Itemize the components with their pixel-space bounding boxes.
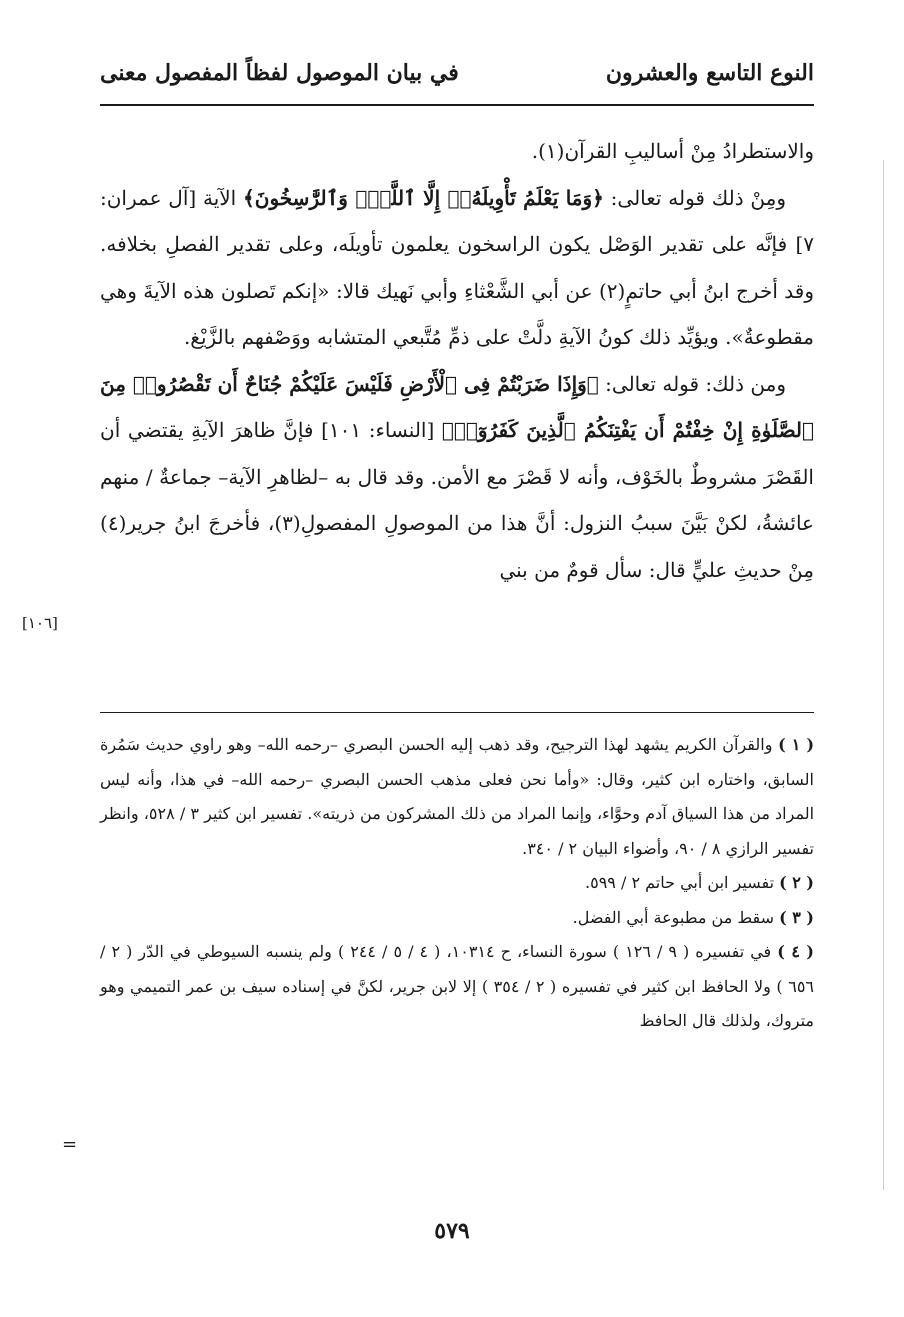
- footnote-1: [100, 728, 814, 866]
- paragraph-2-text: الآية [آل عمران: ٧] فإنَّه على تقدير الوَصْل يكون الراسخون يعلمون تأويلَه، وعلى تقدير الفصلِ بخلافه. وقد أخرج ابنُ أبي حاتمٍ(٢) عن أبي الشَّعْثاءِ وأبي نَهيك قالا: «إنكم تَصلون هذه الآيةَ وهي مقطوعةٌ». ويؤيِّد ذلك كونُ الآيةِ دلَّتْ على ذمِّ مُتَّبعي المتشابه ووَصْفهم بالزَّيْغ.: [100, 185, 815, 349]
- paragraph-3-text: [النساء: ١٠١] فإنَّ ظاهرَ الآيةِ يقتضي أن القَصْرَ مشروطٌ بالخَوْف، وأنه لا قَصْرَ مع الأمن. وقد قال به –لظاهرِ الآية– جماعةٌ / منهم عائشةُ، لكنْ بَيَّنَ سببُ النزول: أنَّ هذا من الموصولِ المفصولِ(٣)، فأخرجَ ابنُ جرير(٤) مِنْ حديثِ عليٍّ قال: سأل قومٌ من بني: [100, 418, 814, 582]
- footnote-4: [100, 935, 814, 1039]
- quran-verse-1: ﴿وَمَا يَعْلَمُ تَأْوِيلَهُۥٓ إِلَّا ٱللَّهُۗ وَٱلرَّٰسِخُونَ﴾: [243, 185, 604, 210]
- running-header: [100, 58, 814, 88]
- footnote-continuation-mark: =: [62, 1134, 78, 1155]
- footnotes: [100, 728, 814, 1039]
- header-rule: [100, 104, 814, 106]
- section-title: في بيان الموصول لفظاً المفصول معنى: [100, 60, 459, 86]
- paragraph-1: والاستطرادُ مِنْ أساليبِ القرآن(١).: [531, 139, 814, 163]
- footnote-text: في تفسيره ( ٩ / ١٢٦ ) سورة النساء، ح ١٠٣١٤، ( ٤ / ٥ / ٢٤٤ ) ولم ينسبه السيوطي في الدّر ( ٢ / ٦٥٦ ) ولا الحافظ ابن كثير في تفسيره ( ٢ / ٣٥٤ ) إلا لابن جرير، لكنَّ في إسناده سيف بن عمر التميمي وهو متروك، ولذلك قال الحافظ: [100, 942, 814, 1030]
- scan-edge-line: [883, 160, 884, 1190]
- footnote-2: [100, 866, 814, 901]
- footnote-3: [100, 901, 814, 936]
- main-text: [100, 128, 814, 593]
- footnote-text: سقط من مطبوعة أبي الفضل.: [572, 907, 780, 927]
- chapter-title: النوع التاسع والعشرون: [605, 60, 814, 86]
- footnote-rule: [100, 712, 814, 713]
- quran-verse-2: ﴿وَإِذَا ضَرَبْتُمْ فِى ٱلْأَرْضِ فَلَيْسَ عَلَيْكُمْ جُنَاحٌ أَن تَقْصُرُوا۟ مِنَ ٱلصَّلَوٰةِ إِنْ خِفْتُمْ أَن يَفْتِنَكُمُ ٱلَّذِينَ كَفَرُوٓا۟﴾: [100, 371, 815, 442]
- footnote-number: ( ١ ): [778, 735, 815, 754]
- manuscript-page-marker: [١٠٦]: [22, 614, 58, 632]
- paragraph-2-lead: ومِنْ ذلك قوله تعالى:: [603, 185, 786, 210]
- paragraph-3: [100, 361, 814, 594]
- footnote-number: ( ٢ ): [779, 873, 814, 892]
- footnote-number: ( ٤ ): [777, 942, 814, 961]
- footnote-text: تفسير ابن أبي حاتم ٢ / ٥٩٩.: [585, 873, 780, 892]
- paragraph-2: [100, 175, 814, 361]
- page-number: ٥٧٩: [434, 1218, 470, 1244]
- paragraph-3-lead: ومن ذلك: قوله تعالى:: [598, 371, 786, 396]
- footnote-number: ( ٣ ): [779, 907, 814, 927]
- footnote-text: والقرآن الكريم يشهد لهذا الترجيح، وقد ذهب إليه الحسن البصري –رحمه الله– وهو راوي حديث سَمُرة السابق، واختاره ابن كثير، وقال: «وأما نحن فعلى مذهب الحسن البصري –رحمه الله– في هذا، وأنه ليس المراد من هذا السياق آدم وحوَّاء، وإنما المراد من ذلك المشركون من ذريته». تفسير ابن كثير ٣ / ٥٢٨، وانظر تفسير الرازي ٨ / ٩٠، وأضواء البيان ٢ / ٣٤٠.: [100, 735, 815, 858]
